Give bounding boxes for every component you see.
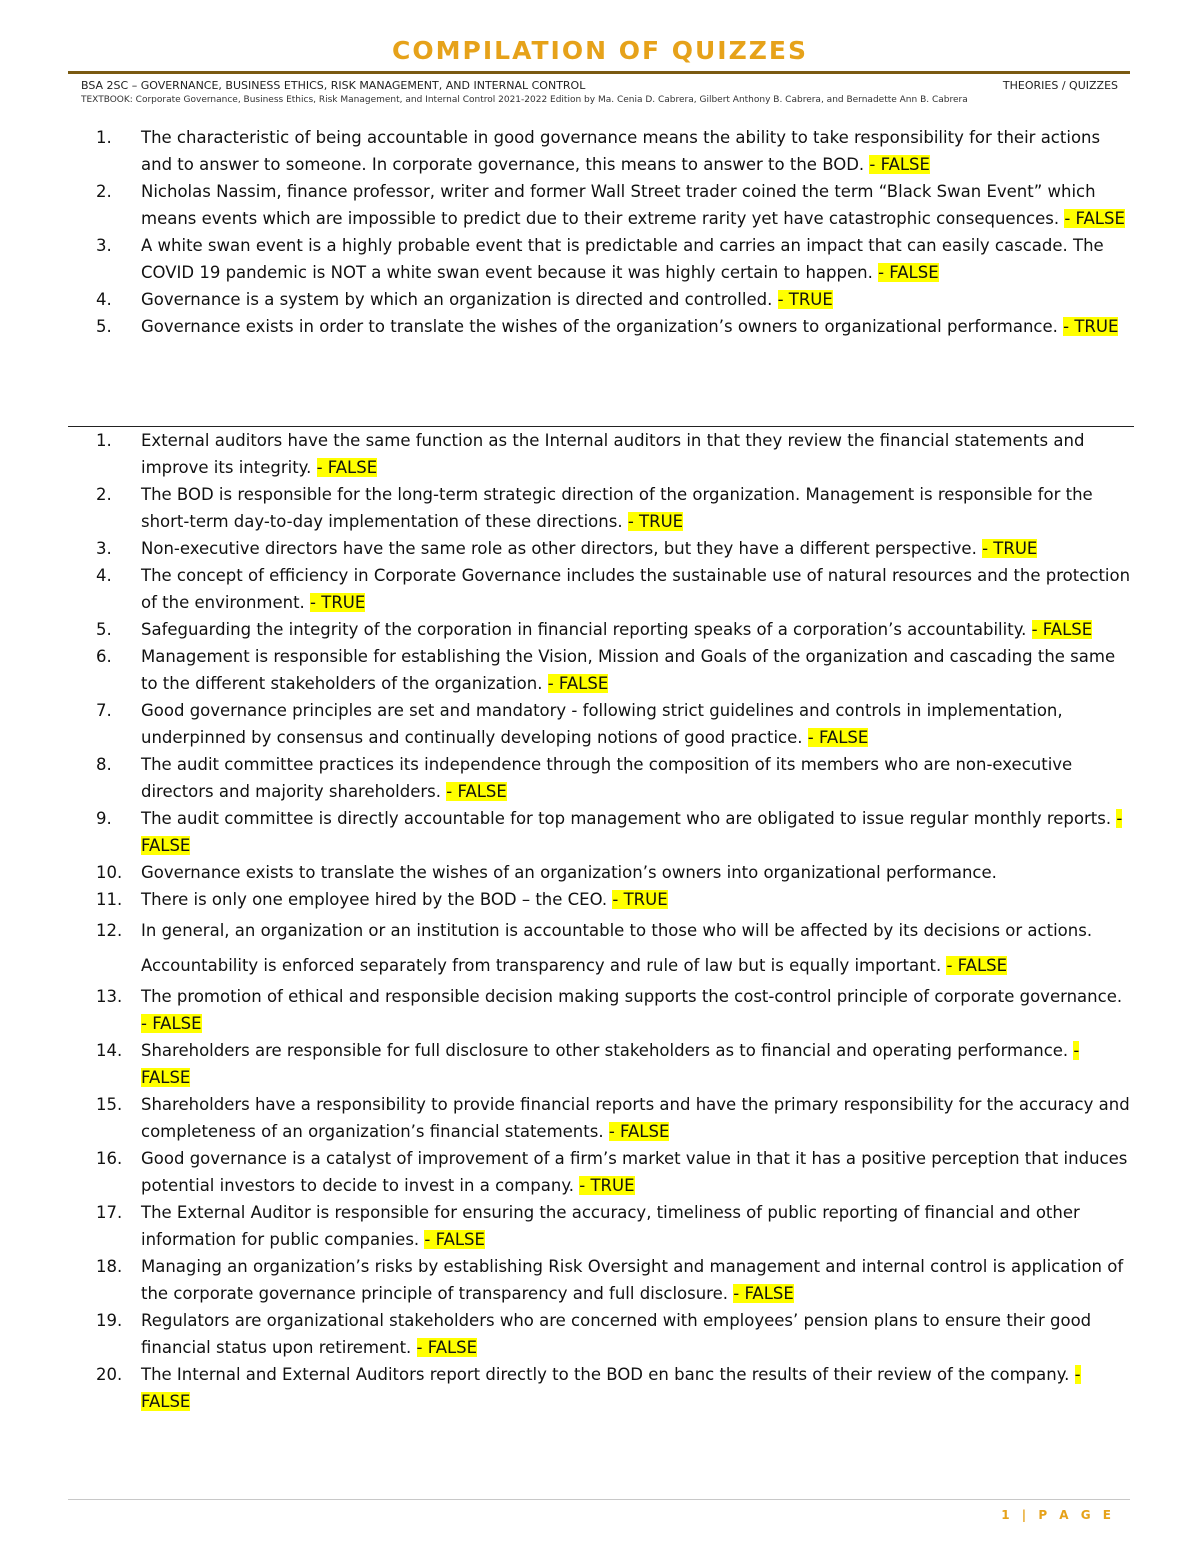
answer-highlight: - FALSE [141,809,1123,855]
item-number: 6. [96,647,112,666]
answer-highlight: - FALSE [416,1338,478,1357]
answer-highlight: - TRUE [627,512,684,531]
item-text: External auditors have the same function as the Internal auditors in that they review the financial statements and improve its integrity. [141,431,1085,477]
item-text: The BOD is responsible for the long-term strategic direction of the organization. Management is responsible for the short-term day-to-day implementation of these directions. [141,485,1093,531]
quiz-item [96,1199,1132,1253]
item-text: Good governance principles are set and mandatory - following strict guidelines and controls in implementation, underpinned by consensus and continually developing notions of good practice. [141,701,1063,747]
answer-highlight: - TRUE [310,593,366,612]
answer-highlight: - FALSE [547,674,609,693]
quiz-item [96,1037,1132,1091]
item-text: The Internal and External Auditors report directly to the BOD en banc the results of their review of the company. [141,1365,1075,1384]
item-text: The promotion of ethical and responsible decision making supports the cost-control principle of corporate governance. [141,987,1123,1006]
answer-highlight: - TRUE [982,539,1038,558]
item-text: Shareholders are responsible for full disclosure to other stakeholders as to financial and operating performance. [141,1041,1074,1060]
item-text: Governance is a system by which an organization is directed and controlled. [141,290,778,309]
quiz-item [96,286,1132,313]
header-rule [68,71,1130,74]
item-number: 10. [96,863,123,882]
item-text: Management is responsible for establishing the Vision, Mission and Goals of the organization and cascading the same to the different stakeholders of the organization. [141,647,1116,693]
page-number: 1 | P A G E [1001,1508,1115,1522]
answer-highlight: - FALSE [446,782,507,801]
answer-highlight: - FALSE [424,1230,485,1249]
quiz-item [96,859,1132,886]
quiz-item [96,535,1132,562]
section-tag: THEORIES / QUIZZES [1002,79,1118,92]
item-text: There is only one employee hired by the BOD – the CEO. [141,890,613,909]
course-line: BSA 2SC – GOVERNANCE, BUSINESS ETHICS, RISK MANAGEMENT, AND INTERNAL CONTROL [81,79,586,92]
item-text: Safeguarding the integrity of the corporation in financial reporting speaks of a corporation’s accountability. [141,620,1032,639]
item-number: 3. [96,236,112,255]
item-number: 1. [96,431,112,450]
quiz-item [96,697,1132,751]
item-number: 3. [96,539,112,558]
answer-highlight: - FALSE [807,728,869,747]
quiz-item [96,427,1132,481]
item-text: Shareholders have a responsibility to provide financial reports and have the primary responsibility for the accuracy and completeness of an organization’s financial statements. [141,1095,1130,1141]
item-number: 5. [96,317,112,336]
answer-highlight: - FALSE [141,1365,1081,1411]
quiz-item [96,643,1132,697]
quiz-item [96,1307,1132,1361]
item-text: The concept of efficiency in Corporate Governance includes the sustainable use of natural resources and the protection of the environment. [141,566,1131,612]
quiz-item [96,983,1132,1037]
item-text: Managing an organization’s risks by establishing Risk Oversight and management and internal control is application of the corporate governance principle of transparency and full disclosure. [141,1257,1124,1303]
item-number: 19. [96,1311,123,1330]
item-number: 15. [96,1095,123,1114]
item-number: 16. [96,1149,123,1168]
quiz-item [96,751,1132,805]
item-number: 5. [96,620,112,639]
answer-highlight: - FALSE [869,155,930,174]
item-text: The audit committee practices its independence through the composition of its members who are non-executive directors and majority shareholders. [141,755,1073,801]
item-number: 17. [96,1203,123,1222]
quiz-item [96,1361,1132,1415]
answer-highlight: - FALSE [141,1014,202,1033]
quiz-item [96,232,1132,286]
answer-highlight: - FALSE [878,263,939,282]
item-text: Governance exists to translate the wishes of an organization’s owners into organizational performance. [141,863,997,882]
item-number: 20. [96,1365,123,1384]
quiz-1-list [96,124,1132,340]
quiz-item [96,1145,1132,1199]
item-text: Good governance is a catalyst of improvement of a firm’s market value in that it has a positive perception that induces potential investors to decide to invest in a company. [141,1149,1128,1195]
item-text: The External Auditor is responsible for ensuring the accuracy, timeliness of public reporting of financial and other information for public companies. [141,1203,1080,1249]
answer-highlight: - FALSE [1031,620,1093,639]
item-text: A white swan event is a highly probable event that is predictable and carries an impact that can easily cascade. The COVID 19 pandemic is NOT a white swan event because it was highly certain to happen. [141,236,1104,282]
item-number: 4. [96,290,112,309]
item-number: 1. [96,128,112,147]
answer-highlight: - FALSE [946,956,1008,975]
item-number: 13. [96,987,123,1006]
answer-highlight: - TRUE [579,1176,635,1195]
quiz-item [96,481,1132,535]
item-number: 8. [96,755,112,774]
item-number: 9. [96,809,112,828]
quiz-item [96,1091,1132,1145]
answer-highlight: - TRUE [1063,317,1119,336]
item-text: Nicholas Nassim, finance professor, writer and former Wall Street trader coined the term “Black Swan Event” which means events which are impossible to predict due to their extreme rarity yet have catastrophic consequences. [141,182,1096,228]
item-text: The audit committee is directly accountable for top management who are obligated to issue regular monthly reports. [141,809,1117,828]
item-number: 2. [96,485,112,504]
item-text: Non-executive directors have the same role as other directors, but they have a different perspective. [141,539,983,558]
answer-highlight: - FALSE [316,458,378,477]
quiz-item [96,886,1132,913]
item-number: 4. [96,566,112,585]
textbook-reference: TEXTBOOK: Corporate Governance, Business Ethics, Risk Management, and Internal Control 2021-2022 Edition by Ma. Cenia D. Cabrera, Gilbert Anthony B. Cabrera, and Bernadette Ann B. Cabrera [81,95,968,105]
item-number: 11. [96,890,123,909]
answer-highlight: - FALSE [608,1122,670,1141]
quiz-item [96,313,1132,340]
item-number: 14. [96,1041,123,1060]
answer-highlight: - FALSE [141,1041,1080,1087]
quiz-item [96,178,1132,232]
item-text: In general, an organization or an institution is accountable to those who will be affected by its decisions or actions. Accountability is enforced separately from transparency and rule of law but is equally important. [141,921,1093,975]
quiz-2-list [96,427,1132,1415]
quiz-item [96,124,1132,178]
quiz-item [96,805,1132,859]
quiz-item [96,1253,1132,1307]
quiz-item [96,913,1132,983]
page-title: COMPILATION OF QUIZZES [392,36,808,65]
quiz-item [96,616,1132,643]
answer-highlight: - FALSE [1064,209,1125,228]
quiz-item [96,562,1132,616]
item-text: Governance exists in order to translate the wishes of the organization’s owners to organizational performance. [141,317,1064,336]
item-number: 7. [96,701,112,720]
answer-highlight: - FALSE [733,1284,794,1303]
item-number: 18. [96,1257,123,1276]
item-number: 12. [96,921,123,940]
answer-highlight: - TRUE [777,290,833,309]
answer-highlight: - TRUE [612,890,668,909]
item-text: Regulators are organizational stakeholders who are concerned with employees’ pension plans to ensure their good financial status upon retirement. [141,1311,1092,1357]
item-text: The characteristic of being accountable in good governance means the ability to take responsibility for their actions and to answer to someone. In corporate governance, this means to answer to the BOD. [141,128,1101,174]
footer-rule [68,1499,1130,1500]
item-number: 2. [96,182,112,201]
